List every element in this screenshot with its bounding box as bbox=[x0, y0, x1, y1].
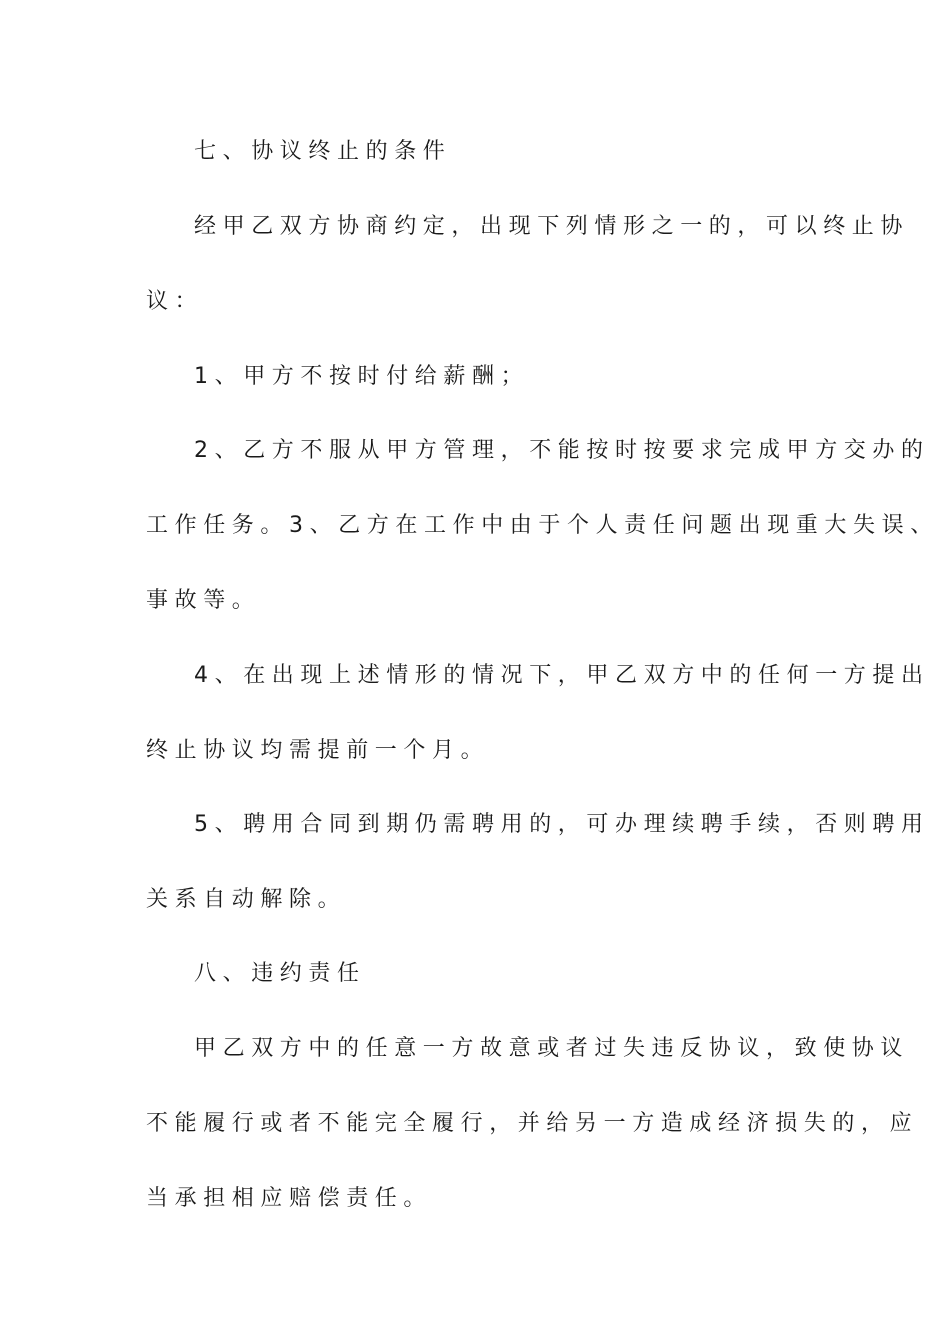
list-item-5: 5、聘用合同到期仍需聘用的，可办理续聘手续，否则聘用 bbox=[194, 812, 930, 837]
section-heading-8: 八、违约责任 bbox=[194, 961, 366, 986]
paragraph-line: 事故等。 bbox=[146, 588, 261, 613]
list-item-2: 2、乙方不服从甲方管理，不能按时按要求完成甲方交办的 bbox=[194, 438, 930, 463]
paragraph-line: 经甲乙双方协商约定，出现下列情形之一的，可以终止协 bbox=[194, 214, 910, 239]
list-item-4: 4、在出现上述情形的情况下，甲乙双方中的任何一方提出 bbox=[194, 663, 930, 688]
paragraph-line: 关系自动解除。 bbox=[146, 887, 347, 912]
section-heading-7: 七、协议终止的条件 bbox=[194, 139, 452, 164]
paragraph-line: 议： bbox=[146, 289, 204, 314]
list-item-1: 1、甲方不按时付给薪酬； bbox=[194, 364, 530, 389]
paragraph-line: 甲乙双方中的任意一方故意或者过失违反协议，致使协议 bbox=[194, 1036, 910, 1061]
paragraph-line: 不能履行或者不能完全履行，并给另一方造成经济损失的，应 bbox=[146, 1111, 919, 1136]
paragraph-line: 终止协议均需提前一个月。 bbox=[146, 738, 490, 763]
paragraph-line: 工作任务。3、乙方在工作中由于个人责任问题出现重大失误、 bbox=[146, 513, 939, 538]
paragraph-line: 当承担相应赔偿责任。 bbox=[146, 1186, 433, 1211]
